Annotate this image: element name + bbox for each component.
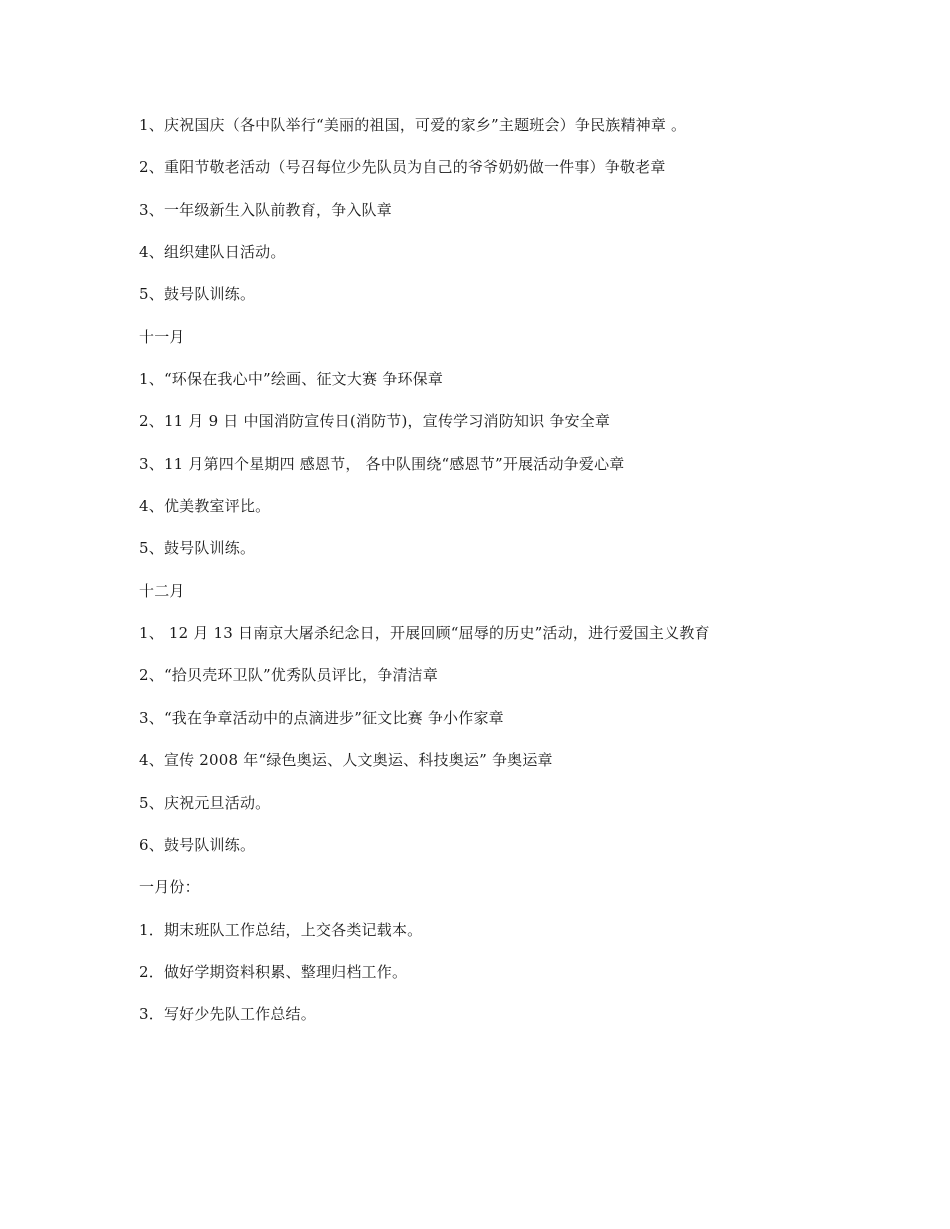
october-item-4: 4、组织建队日活动。 [139, 243, 286, 262]
october-item-5: 5、鼓号队训练。 [139, 285, 256, 304]
january-item-1: 1．期末班队工作总结，上交各类记载本。 [139, 920, 423, 939]
january-item-2: 2．做好学期资料积累、整理归档工作。 [139, 962, 408, 981]
october-item-1: 1、庆祝国庆（各中队举行“美丽的祖国，可爱的家乡”主题班会）争民族精神章 。 [139, 116, 687, 134]
november-item-3: 3、11 月第四个星期四 感恩节， 各中队围绕“感恩节”开展活动争爱心章 [139, 454, 625, 473]
section-heading-december: 十二月 [139, 581, 185, 600]
october-item-2: 2、重阳节敬老活动（号召每位少先队员为自己的爷爷奶奶做一件事）争敬老章 [139, 158, 666, 177]
november-item-4: 4、优美教室评比。 [139, 497, 271, 516]
december-item-4: 4、宣传 2008 年“绿色奥运、人文奥运、科技奥运” 争奥运章 [139, 751, 553, 770]
section-heading-november: 十一月 [139, 327, 185, 346]
december-item-5: 5、庆祝元旦活动。 [139, 793, 271, 812]
october-item-3: 3、一年级新生入队前教育，争入队章 [139, 200, 392, 219]
november-item-5: 5、鼓号队训练。 [139, 539, 256, 558]
november-item-1: 1、“环保在我心中”绘画、征文大赛 争环保章 [139, 370, 444, 389]
document-body [139, 104, 839, 1036]
january-item-3: 3．写好少先队工作总结。 [139, 1005, 316, 1024]
december-item-2: 2、“拾贝壳环卫队”优秀队员评比，争清洁章 [139, 666, 439, 685]
december-item-6: 6、鼓号队训练。 [139, 835, 256, 854]
november-item-2: 2、11 月 9 日 中国消防宣传日(消防节)，宣传学习消防知识 争安全章 [139, 412, 611, 431]
december-item-3: 3、“我在争章活动中的点滴进步”征文比赛 争小作家章 [139, 708, 504, 727]
section-heading-january: 一月份： [139, 878, 200, 897]
december-item-1: 1、 12 月 13 日南京大屠杀纪念日，开展回顾“屈辱的历史”活动，进行爱国主义教育 [139, 624, 710, 643]
